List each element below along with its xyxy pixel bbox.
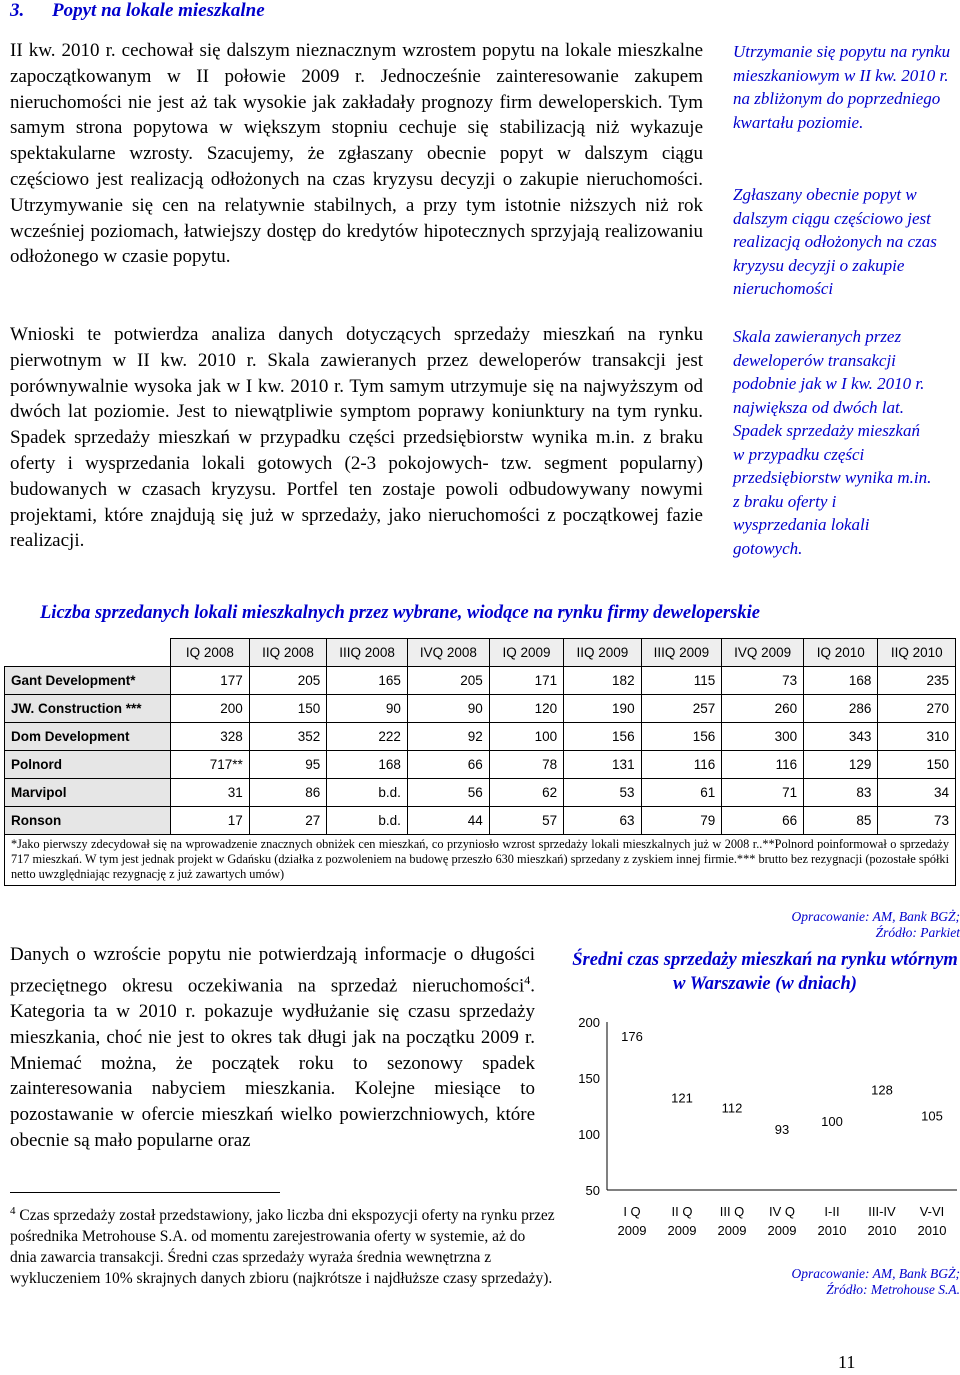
x-tick-year: 2009 [667,1223,697,1238]
sales-value-cell: 150 [249,695,326,723]
bar [718,1121,746,1190]
table-note: *Jako pierwszy zdecydował się na wprowadzenie znacznych obniżek cen mieszkań, co przyniosło wzrost sprzedaży lokali mieszkalnych już w 2008 r..**Polnord poinformował o sprzedaży 717 mieszkań. W tym jest jednak projekt w Gdańsku (działka z pozwoleniem na budowę przeszło 630 mieszkań) sprzedany z zyskiem innej firmie.*** brutto bez rezygnacji (pozostałe spółki netto uwzględniając rezygnację z już zawartych umów) [5,835,956,886]
sales-value-cell: 177 [171,667,250,695]
table-row [5,807,956,835]
company-name-cell: Ronson [5,807,171,835]
section-number: 3. [10,0,25,21]
data-label: 100 [821,1114,843,1129]
table-header-row [5,639,956,667]
section-title: Popyt na lokale mieszkalne [52,0,265,21]
sales-value-cell: 129 [804,751,878,779]
sales-value-cell: 71 [722,779,804,807]
table-row [5,779,956,807]
sales-value-cell: 90 [407,695,489,723]
table-title: Liczba sprzedanych lokali mieszkalnych przez wybrane, wiodące na rynku firmy deweloperskie [40,603,760,623]
sales-value-cell: 717** [171,751,250,779]
sales-value-cell: 73 [878,807,956,835]
x-tick-label: III-IV [868,1204,896,1219]
data-label: 93 [774,1121,790,1137]
sales-value-cell: 17 [171,807,250,835]
sales-value-cell: 165 [327,667,408,695]
bar [668,1110,696,1190]
x-tick-label: IV Q [768,1204,796,1219]
footnote-separator [10,1192,280,1193]
chart-title: Średni czas sprzedaży mieszkań na rynku wtórnym w Warszawie (w dniach) [572,950,958,994]
sales-value-cell: 100 [489,723,563,751]
column-header: IIQ 2009 [564,639,641,667]
column-header: IIQ 2008 [249,639,326,667]
sales-value-cell: 116 [641,751,722,779]
sidenote-sales-scale: Skala zawieranych przez deweloperów transakcji podobnie jak w I kw. 2010 r. największa od dwóch lat. Spadek sprzedaży mieszkań w przypadku części przedsiębiorstw wynika m.in. z braku oferty i wysprzedania lokali gotowych. [733,327,932,558]
sales-value-cell: 182 [564,667,641,695]
data-label: 121 [671,1090,693,1106]
table-corner-cell [5,639,171,667]
sales-value-cell: 235 [878,667,956,695]
footnote-ref[interactable]: 4 [524,972,531,987]
table-note-row [5,835,956,886]
company-name-cell: Marvipol [5,779,171,807]
sales-value-cell: 205 [407,667,489,695]
sales-value-cell: 150 [878,751,956,779]
bar [818,1134,846,1190]
sales-value-cell: 310 [878,723,956,751]
sales-value-cell: 156 [641,723,722,751]
developer-sales-table [4,638,956,886]
paragraph-sale-time-text-cont: . Kategoria ta w 2010 r. pokazuje wydłużanie się czasu sprzedaży mieszkania, choć nie jest to okres tak długi jak na początku 2009 r. Mniemać można, że początek roku to sezonowy spadek zainteresowania nabyciem mieszkania. Kolejne miesiące to pozostawanie w ofercie mieszkań wielko powierzchniowych, które obecnie są mało popularne oraz [10,975,535,1151]
x-tick-label: I Q [623,1204,641,1219]
column-header: IIIQ 2009 [641,639,722,667]
column-header: IVQ 2008 [407,639,489,667]
column-header: IIIQ 2008 [327,639,408,667]
sales-value-cell: 78 [489,751,563,779]
sales-value-cell: 300 [722,723,804,751]
x-tick-year: 2010 [867,1223,897,1238]
sales-value-cell: 31 [171,779,250,807]
sales-value-cell: 66 [407,751,489,779]
table-row [5,751,956,779]
chart-source-line: Źródło: Metrohouse S.A. [826,1282,960,1297]
paragraph-sale-time-text: Danych o wzroście popytu nie potwierdzają informacje o długości przeciętnego okresu oczekiwania na sprzedaż nieruchomości [10,944,535,997]
sales-value-cell: 343 [804,723,878,751]
sales-value-cell: 260 [722,695,804,723]
x-tick-label: III Q [719,1204,745,1219]
sales-value-cell: 131 [564,751,641,779]
x-tick-year: 2009 [717,1223,747,1238]
sales-value-cell: 168 [804,667,878,695]
data-label: 176 [621,1028,643,1044]
footnote-text: Czas sprzedaży został przedstawiony, jako liczba dni ekspozycji oferty na rynku przez pośrednika Metrohouse S.A. od momentu zarejestrowania oferty w systemie, aż do dnia zawarcia transakcji. Średni czas sprzedaży wyraża średnia wewnętrzna z wykluczeniem 10% skrajnych danych zbioru (najkrótsze i najdłuższe czasy sprzedaży). [10,1207,555,1288]
paragraph-demand-intro: II kw. 2010 r. cechował się dalszym nieznacznym wzrostem popytu na lokale mieszkalne zapoczątkowanym w II połowie 2009 r. Jednocześnie zainteresowanie zakupem nieruchomości nie jest aż tak wysokie jak zakładały prognozy firm deweloperskich. Tym samym strona popytowa w większym stopniu cechuje się stabilizacją niż wykazuje spektakularne wzrosty. Szacujemy, że zgłaszany obecnie popyt w dalszym ciągu częściowo jest realizacją odłożonych na czas kryzysu decyzji o zakupie nieruchomości. Utrzymywanie się cen na relatywnie stabilnych, a przy tym istotnie niższych niż rok wcześniej poziomach, łatwiejszy dostęp do kredytów hipotecznych sprzyjają realizowaniu odłożonego w czasie popytu. [10,40,703,268]
sales-value-cell: 73 [722,667,804,695]
paragraph-sale-time [10,942,535,1154]
table-source-line: Opracowanie: AM, Bank BGŻ; [791,909,960,924]
table-body [5,667,956,835]
table-source [700,909,960,941]
sales-value-cell: 57 [489,807,563,835]
sales-value-cell: 92 [407,723,489,751]
sales-value-cell: 83 [804,779,878,807]
y-tick-label: 50 [585,1183,600,1198]
x-tick-year: 2010 [917,1223,947,1238]
table-row [5,667,956,695]
bar [918,1128,946,1190]
sales-value-cell: 62 [489,779,563,807]
chart-source-line: Opracowanie: AM, Bank BGŻ; [791,1266,960,1281]
sale-time-bar-chart [565,1000,960,1245]
sales-value-cell: 200 [171,695,250,723]
section-heading [10,0,265,22]
data-label: 128 [871,1082,893,1098]
sales-value-cell: 79 [641,807,722,835]
sales-value-cell: 115 [641,667,722,695]
table-row [5,695,956,723]
x-tick-label: I-II [824,1204,840,1219]
company-name-cell: JW. Construction *** [5,695,171,723]
column-header: IVQ 2009 [722,639,804,667]
sales-value-cell: 328 [171,723,250,751]
bar [768,1142,796,1190]
company-name-cell: Gant Development* [5,667,171,695]
sales-value-cell: 44 [407,807,489,835]
sales-value-cell: 63 [564,807,641,835]
chart-source [700,1266,960,1298]
footnote-mark: 4 [10,1205,16,1217]
table-source-line: Źródło: Parkiet [875,925,960,940]
sales-value-cell: 270 [878,695,956,723]
footnote [10,1201,555,1289]
sales-value-cell: 53 [564,779,641,807]
sidenote-demand-stable: Utrzymanie się popytu na rynku mieszkaniowym w II kw. 2010 r. na zbliżonym do poprzedniego kwartału poziomie. [733,42,951,132]
company-name-cell: Dom Development [5,723,171,751]
column-header: IQ 2009 [489,639,563,667]
sales-value-cell: 171 [489,667,563,695]
x-tick-label: II Q [671,1204,693,1219]
sales-value-cell: b.d. [327,807,408,835]
y-tick-label: 150 [578,1071,600,1086]
bar [618,1049,646,1190]
sales-value-cell: 190 [564,695,641,723]
data-label: 112 [721,1100,743,1116]
table-row [5,723,956,751]
sales-value-cell: 66 [722,807,804,835]
bar [868,1103,896,1190]
sales-value-cell: 85 [804,807,878,835]
page-number: 11 [838,1352,856,1372]
x-tick-year: 2010 [817,1223,847,1238]
column-header: IQ 2008 [171,639,250,667]
sales-value-cell: 90 [327,695,408,723]
x-tick-year: 2009 [767,1223,797,1238]
sales-value-cell: 34 [878,779,956,807]
sales-value-cell: 86 [249,779,326,807]
company-name-cell: Polnord [5,751,171,779]
data-label: 105 [921,1108,943,1124]
sales-value-cell: b.d. [327,779,408,807]
sales-value-cell: 61 [641,779,722,807]
sales-value-cell: 95 [249,751,326,779]
sales-value-cell: 222 [327,723,408,751]
sales-value-cell: 168 [327,751,408,779]
sales-value-cell: 56 [407,779,489,807]
y-tick-label: 200 [578,1015,600,1030]
x-tick-label: V-VI [919,1204,945,1219]
column-header: IIQ 2010 [878,639,956,667]
x-tick-year: 2009 [617,1223,647,1238]
column-header: IQ 2010 [804,639,878,667]
sidenote-postponed-demand: Zgłaszany obecnie popyt w dalszym ciągu częściowo jest realizacją odłożonych na czas kryzysu decyzji o zakupie nieruchomości [733,185,937,298]
sales-value-cell: 257 [641,695,722,723]
sales-value-cell: 120 [489,695,563,723]
sales-value-cell: 205 [249,667,326,695]
y-tick-label: 100 [578,1127,600,1142]
sales-value-cell: 116 [722,751,804,779]
sales-value-cell: 352 [249,723,326,751]
sales-value-cell: 286 [804,695,878,723]
sales-value-cell: 156 [564,723,641,751]
paragraph-sales-analysis: Wnioski te potwierdza analiza danych dotyczących sprzedaży mieszkań na rynku pierwotnym w II kw. 2010 r. Skala zawieranych przez deweloperów transakcji jest porównywalnie wysoka jak w I kw. 2010 r. Tym samym utrzymuje się na najwyższym od dwóch lat poziomie. Jest to niewątpliwie symptom poprawy koniunktury na tym rynku. Spadek sprzedaży mieszkań w przypadku części przedsiębiorstw wynika m.in. z braku oferty i wysprzedania lokali gotowych (2-3 pokojowych- tzw. segment popularny) budowanych w czasach kryzysu. Portfel ten zostaje powoli odbudowywany nowymi projektami, które znajdują się już w sprzedaży, jako nieruchomości z początkowej fazie realizacji. [10,324,703,552]
sales-value-cell: 27 [249,807,326,835]
